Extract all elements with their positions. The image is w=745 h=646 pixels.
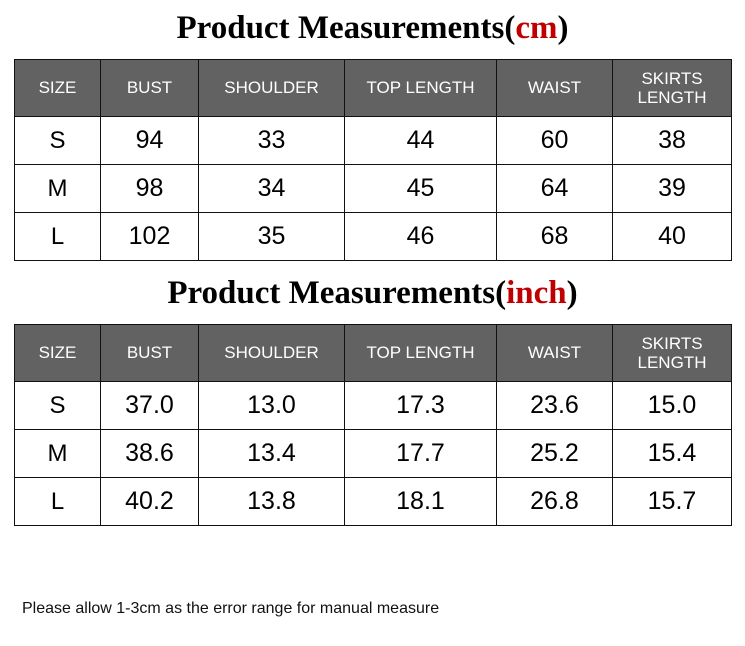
cell-shoulder: 13.0 xyxy=(199,382,345,430)
page-title-inch-main: Product Measurements( xyxy=(167,275,507,311)
cell-top-length: 17.7 xyxy=(345,430,497,478)
column-header-bust: BUST xyxy=(101,60,199,117)
column-header-shoulder: SHOULDER xyxy=(199,325,345,382)
table-row xyxy=(15,213,732,261)
page-title-cm-main: Product Measurements( xyxy=(176,10,516,46)
cell-skirts-length: 40 xyxy=(613,213,732,261)
cell-size: L xyxy=(15,478,101,526)
cell-bust: 38.6 xyxy=(101,430,199,478)
table-header-cm xyxy=(15,60,732,117)
table-body-cm xyxy=(15,117,732,261)
page-title-cm xyxy=(14,0,731,47)
cell-shoulder: 35 xyxy=(199,213,345,261)
cell-skirts-length: 38 xyxy=(613,117,732,165)
measurement-disclaimer: Please allow 1-3cm as the error range for manual measure xyxy=(22,600,440,617)
cell-top-length: 46 xyxy=(345,213,497,261)
cell-skirts-length: 39 xyxy=(613,165,732,213)
page-title-inch xyxy=(14,261,731,312)
cell-bust: 40.2 xyxy=(101,478,199,526)
cell-skirts-length: 15.0 xyxy=(613,382,732,430)
cell-size: S xyxy=(15,382,101,430)
cell-waist: 25.2 xyxy=(497,430,613,478)
cell-top-length: 18.1 xyxy=(345,478,497,526)
page-title-inch-close: ) xyxy=(566,275,578,311)
cell-top-length: 44 xyxy=(345,117,497,165)
column-header-waist: WAIST xyxy=(497,325,613,382)
table-header-inch xyxy=(15,325,732,382)
cell-waist: 26.8 xyxy=(497,478,613,526)
column-header-size: SIZE xyxy=(15,325,101,382)
cell-waist: 23.6 xyxy=(497,382,613,430)
cell-waist: 68 xyxy=(497,213,613,261)
column-header-skirts-length: SKIRTS LENGTH xyxy=(613,60,732,117)
cell-waist: 60 xyxy=(497,117,613,165)
cell-shoulder: 13.8 xyxy=(199,478,345,526)
cell-waist: 64 xyxy=(497,165,613,213)
cell-shoulder: 13.4 xyxy=(199,430,345,478)
page-title-inch-unit: inch xyxy=(506,275,567,311)
cell-bust: 98 xyxy=(101,165,199,213)
table-row xyxy=(15,165,732,213)
cell-shoulder: 33 xyxy=(199,117,345,165)
cell-bust: 102 xyxy=(101,213,199,261)
table-header-row xyxy=(15,325,732,382)
measurements-table-inch xyxy=(14,324,732,526)
column-header-bust: BUST xyxy=(101,325,199,382)
column-header-skirts-length: SKIRTS LENGTH xyxy=(613,325,732,382)
column-header-shoulder: SHOULDER xyxy=(199,60,345,117)
table-row xyxy=(15,117,732,165)
measurements-table-cm xyxy=(14,59,732,261)
table-row xyxy=(15,430,732,478)
cell-size: M xyxy=(15,165,101,213)
page-title-cm-unit: cm xyxy=(515,10,558,46)
cell-skirts-length: 15.7 xyxy=(613,478,732,526)
cell-size: L xyxy=(15,213,101,261)
cell-skirts-length: 15.4 xyxy=(613,430,732,478)
table-body-inch xyxy=(15,382,732,526)
column-header-waist: WAIST xyxy=(497,60,613,117)
table-row xyxy=(15,382,732,430)
table-row xyxy=(15,478,732,526)
column-header-size: SIZE xyxy=(15,60,101,117)
cell-shoulder: 34 xyxy=(199,165,345,213)
page-title-cm-close: ) xyxy=(557,10,569,46)
cell-top-length: 45 xyxy=(345,165,497,213)
column-header-top-length: TOP LENGTH xyxy=(345,325,497,382)
cell-size: S xyxy=(15,117,101,165)
cell-bust: 37.0 xyxy=(101,382,199,430)
table-header-row xyxy=(15,60,732,117)
column-header-top-length: TOP LENGTH xyxy=(345,60,497,117)
cell-top-length: 17.3 xyxy=(345,382,497,430)
cell-size: M xyxy=(15,430,101,478)
cell-bust: 94 xyxy=(101,117,199,165)
